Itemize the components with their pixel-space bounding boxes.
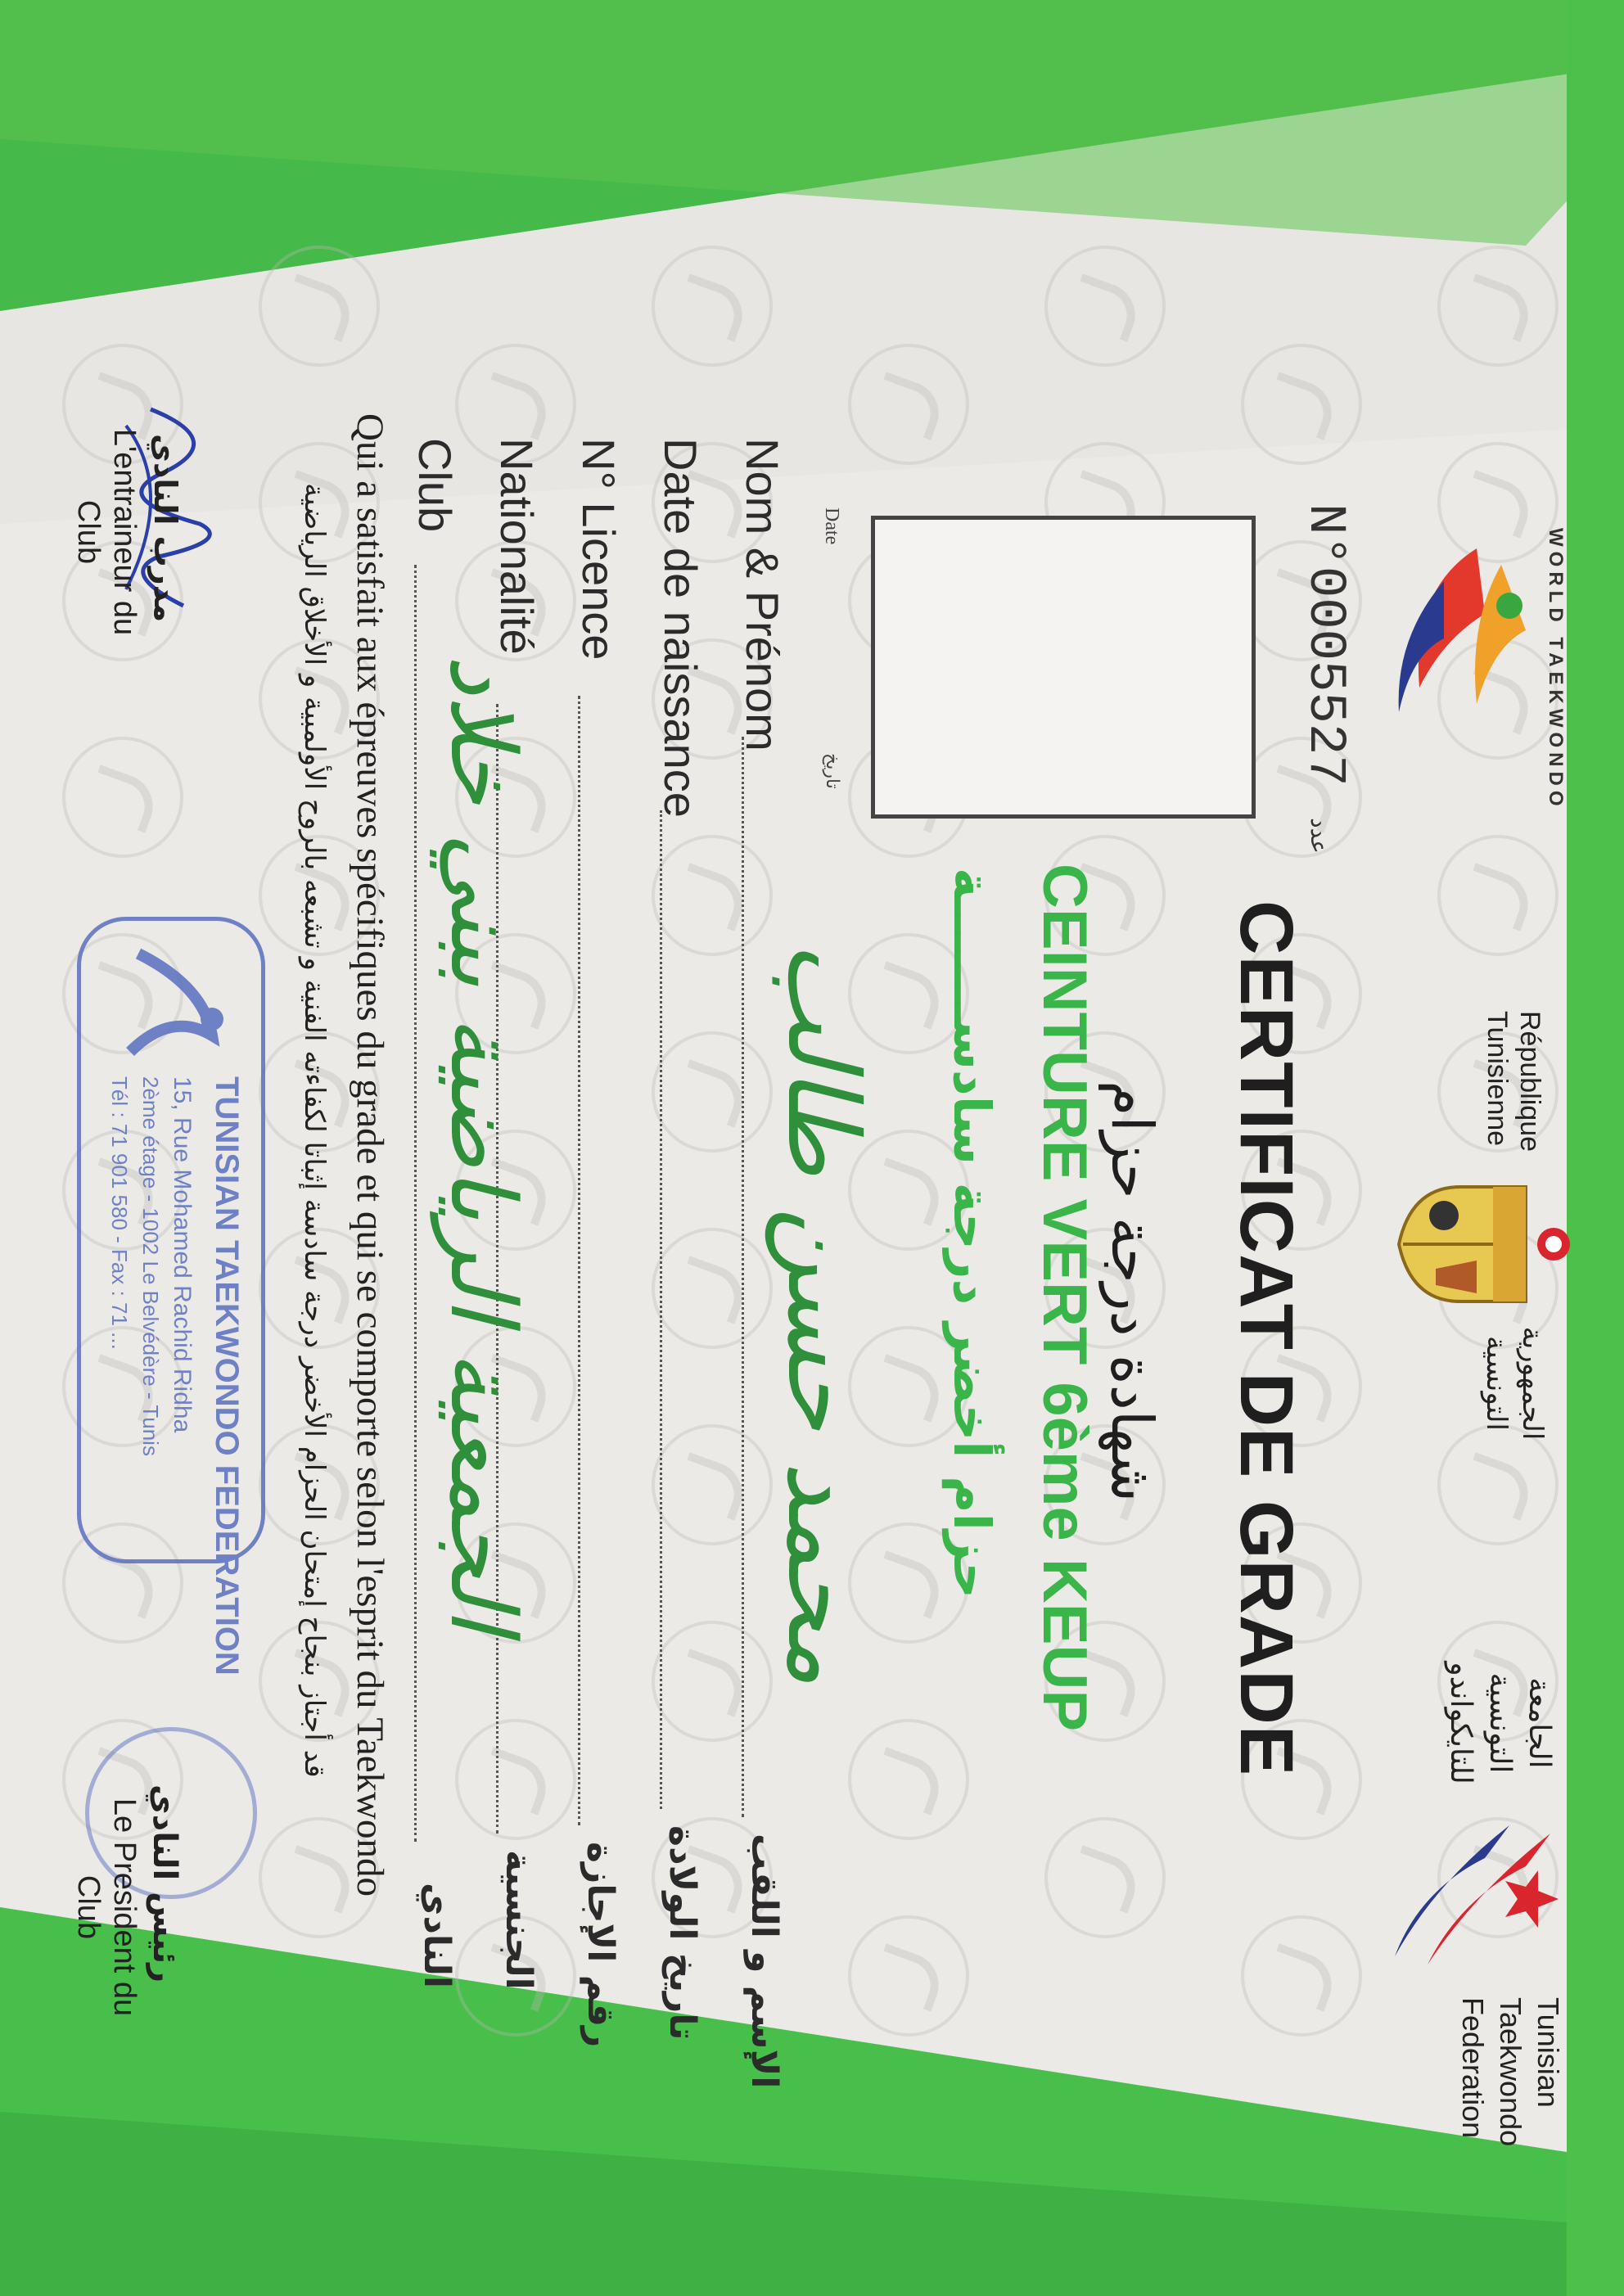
republique-fr: République Tunisienne — [1482, 1011, 1545, 1153]
field-value-club: الجمعية الرياضية ببني خلاد — [431, 655, 535, 1633]
world-taekwondo-icon — [1362, 516, 1575, 728]
serial-prefix: N° — [1295, 503, 1354, 566]
field-label-club-fr: Club — [409, 438, 461, 533]
field-line-licence — [578, 696, 580, 1825]
stamp-title: TUNISIAN TAEKWONDO FEDERATION — [209, 1076, 245, 1676]
field-label-name-ar: الإسم و اللقب — [743, 1834, 785, 2089]
field-label-name-fr: Nom & Prénom — [737, 438, 788, 751]
world-taekwondo-text: WORLD TAEKWONDO — [1545, 528, 1567, 811]
world-taekwondo-logo — [1362, 516, 1575, 728]
federation-stamp — [77, 917, 265, 1676]
field-label-licence-fr: N° Licence — [573, 438, 625, 661]
photo-date-fr: Date — [821, 507, 842, 545]
stamp-phone: Tél : 71 901 580 - Fax : 71 ... — [107, 1076, 132, 1350]
field-label-nationality-fr: Nationalité — [491, 438, 543, 655]
republique-ar: الجمهورية التونسية — [1480, 1326, 1549, 1441]
grade-ar: حزام أخضر درجة سادســـــــة — [942, 868, 1002, 1599]
stamp-address2: 2ème étage - 1002 Le Belvédère - Tunis — [138, 1076, 163, 1456]
trainer-title-fr: L'entraineur du Club — [71, 428, 142, 636]
field-label-nationality-ar: الجنسية — [498, 1850, 539, 1990]
field-line-name — [742, 737, 744, 1817]
field-label-licence-ar: رقم الإجازة — [580, 1842, 621, 2048]
serial-number — [1295, 503, 1354, 854]
federation-ar: الجامعة التونسية للتايكواندو — [1444, 1662, 1556, 1784]
photo-date-ar: تاريخ — [822, 753, 842, 789]
certificate-title-fr: CERTIFICAT DE GRADE — [1225, 900, 1308, 1777]
serial-label-ar: عدد — [1306, 818, 1333, 854]
federation-logo — [1370, 1801, 1575, 1981]
stamp-fighter-icon — [106, 937, 237, 1068]
federation-en: Tunisian Taekwondo Federation — [1456, 1997, 1565, 2147]
coat-of-arms-icon — [1395, 1171, 1575, 1318]
tunisia-coat-of-arms — [1395, 1171, 1575, 1318]
president-title-fr: Le President du Club — [71, 1798, 142, 2017]
serial-value: 0005527 — [1295, 566, 1354, 787]
president-title-ar: رئيس النادي — [146, 1784, 183, 1983]
statement-fr: Qui a satisfait aux épreuves spécifiques du grade et qui se comporte selon l'esprit du Taekwondo — [349, 413, 391, 1897]
field-label-club-ar: النادي — [416, 1883, 458, 1988]
certificate-title-ar: شهادة درجة حزام — [1098, 1080, 1166, 1503]
field-label-birth-fr: Date de naissance — [655, 438, 706, 818]
grade-fr: CEINTURE VERT 6ème KEUP — [1030, 864, 1099, 1732]
photo-box — [871, 516, 1256, 819]
field-line-birth — [660, 810, 662, 1809]
trainer-title-ar: مدرب النادي — [147, 434, 183, 623]
statement-ar: قد أجتاز بنجاح إمتحان الحزام الأخضر درجة سادسة إثباتا لكفاءته الفنية و تشبعه بالروح الأولمبية و الأخلاق الرياضية — [298, 483, 331, 1778]
field-label-birth-ar: تاريخ الولادة — [661, 1825, 703, 2041]
field-value-name: محمد حسن طالب — [765, 941, 879, 1686]
federation-flame-icon — [1370, 1801, 1575, 1981]
field-line-club — [414, 565, 417, 1842]
stamp-address1: 15, Rue Mohamed Rachid Ridha — [169, 1076, 196, 1433]
